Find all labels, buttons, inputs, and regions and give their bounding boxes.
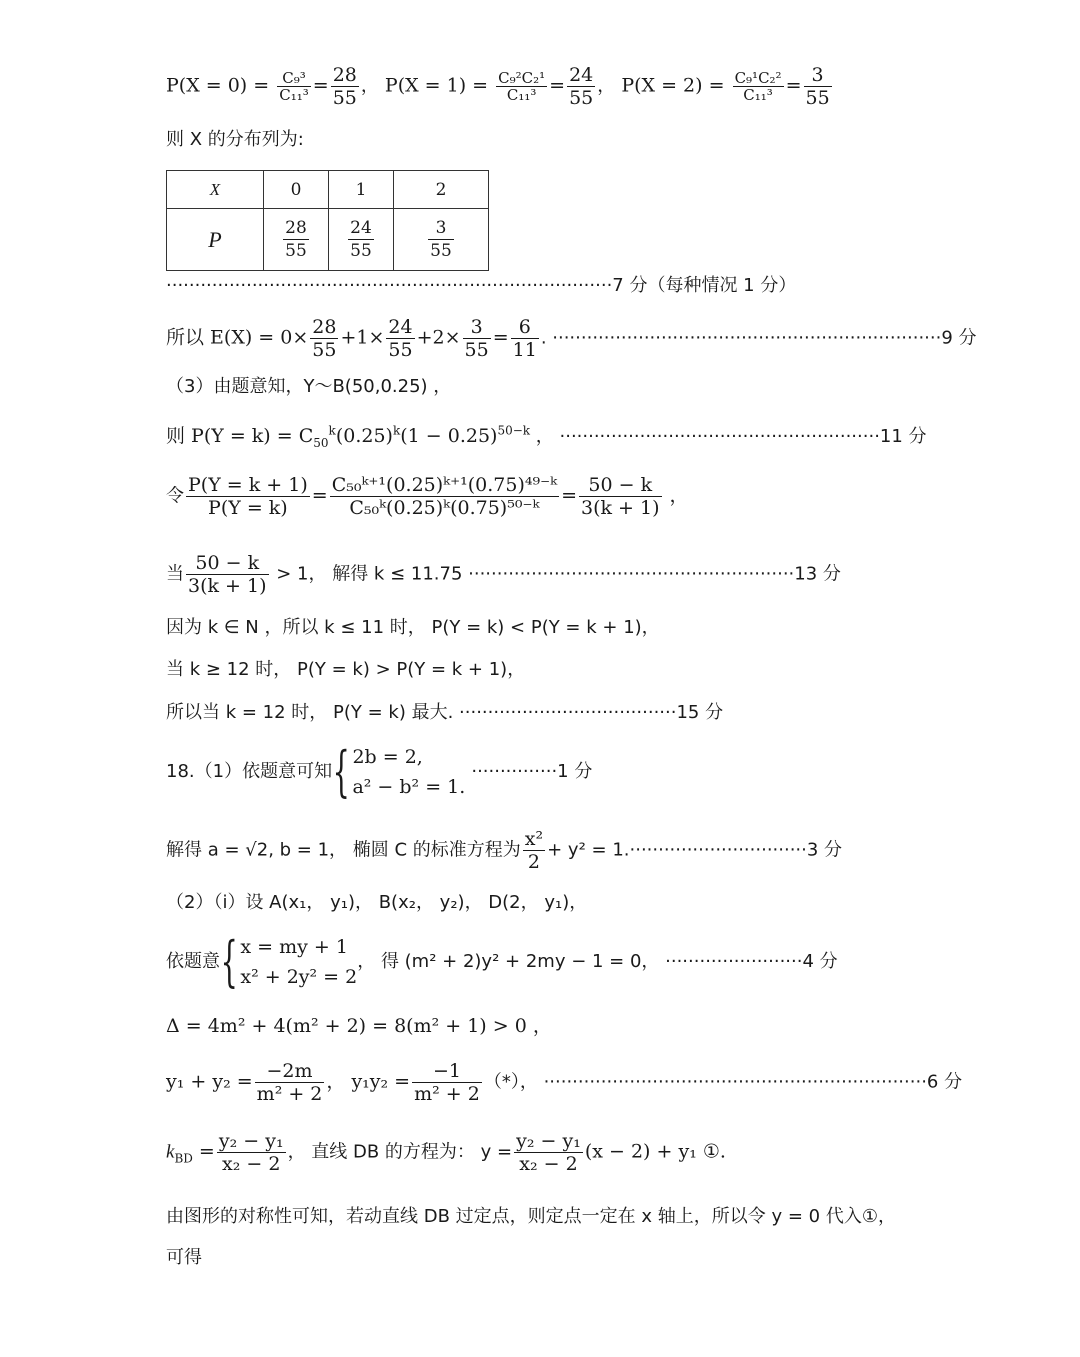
p0-lhs: P(X = 0) = — [166, 74, 270, 97]
ex-frac-3: $\frac{3}{55}$ — [464, 316, 489, 361]
part-2i-line: （2）（ⅰ）设 A(x₁， y₁)， B(x₂， y₂)， D(2， y₁)， — [166, 892, 588, 913]
part-3-intro: （3）由题意知，Y～B(50,0.25) ， — [166, 376, 452, 397]
ratio-line: 令 $\frac{P(Y = k + 1)}{P(Y = k)}$ = $\frac{\text{C₅₀ᵏ⁺¹(0.25)ᵏ⁺¹(0.75)⁴⁹⁻ᵏ}}{\text{C₅₀ᵏ(0.25)ᵏ(0.75)⁵⁰⁻ᵏ}}$ = $\frac{50 - k}{3(k + 1)}$ ， — [166, 474, 689, 519]
expectation-line: 所以 E(X) = 0× $\frac{28}{55}$ +1× $\frac{24}{55}$ +2× $\frac{3}{55}$ = $\frac{6}{11}$ . ····································································9 分 — [166, 316, 977, 361]
p2-value: $\frac{3}{55}$ — [805, 64, 830, 109]
p1-value: $\frac{24}{55}$ — [569, 64, 594, 109]
table-cell: 1 — [329, 171, 394, 209]
line-frac: $\frac{\text{y₂ − y₁}}{\text{x₂ − 2}}$ — [516, 1130, 581, 1175]
ratio-rhs: $\frac{50 - k}{3(k + 1)}$ — [580, 474, 660, 519]
p1-lhs: P(X = 1) = — [384, 74, 489, 97]
slope-frac: $\frac{\text{y₂ − y₁}}{\text{x₂ − 2}}$ — [218, 1130, 284, 1175]
table-cell: $\frac{24}{55}$ — [329, 209, 394, 271]
table-row — [167, 209, 489, 271]
conclusion-line: 所以当 k = 12 时， P(Y = k) 最大. ······································15 分 — [166, 702, 724, 723]
p1-comb-fraction: $\frac{\text{C₉²C₂¹}}{\text{C₁₁³}}$ — [498, 69, 546, 104]
discriminant-line: Δ = 4m² + 4(m² + 2) = 8(m² + 1) > 0 ， — [166, 1015, 552, 1037]
table-header-row — [167, 171, 489, 209]
p0-value: $\frac{28}{55}$ — [332, 64, 357, 109]
ex-result: $\frac{6}{11}$ — [512, 316, 537, 361]
distribution-intro: 则 X 的分布列为: — [166, 129, 304, 150]
p2-lhs: P(X = 2) = — [621, 74, 725, 97]
sum-frac: $\frac{-2m}{\text{m² + 2}}$ — [256, 1060, 323, 1105]
table-cell: $\frac{3}{55}$ — [394, 209, 489, 271]
inequality-frac: $\frac{50 - k}{3(k + 1)}$ — [188, 552, 267, 597]
inequality-line: 当 $\frac{50 - k}{3(k + 1)}$ > 1， 解得 k ≤ 11.75 ·························································13 分 — [166, 552, 841, 597]
symmetry-line: 由图形的对称性可知，若动直线 DB 过定点，则定点一定在 x 轴上，所以令 y = 0 代入①， — [166, 1206, 896, 1227]
system-line: 依题意{ x = my + 1 x² + 2y² = 2 ， 得 (m² + 2)y² + 2my − 1 = 0， ························4 分 — [166, 930, 838, 993]
x-squared-over-2: $\frac{\text{x²}}{2}$ — [524, 828, 544, 873]
ellipse-equation-line: 解得 a = √2, b = 1， 椭圆 C 的标准方程为 $\frac{\text{x²}}{2}$ + y² = 1.·······························3 分 — [166, 828, 843, 873]
q18-part1: 18.（1）依题意可知{ 2b = 2, a² − b² = 1. ···············1 分 — [166, 740, 593, 803]
table-cell: 0 — [264, 171, 329, 209]
ratio-mid: $\frac{\text{C₅₀ᵏ⁺¹(0.25)ᵏ⁺¹(0.75)⁴⁹⁻ᵏ}}{\text{C₅₀ᵏ(0.25)ᵏ(0.75)⁵⁰⁻ᵏ}}$ — [331, 474, 558, 519]
kede-line: 可得 — [166, 1247, 202, 1268]
probability-line: P(X = 0) = $\frac{\text{C₉³}}{\text{C₁₁³}}$ = $\frac{28}{55}$ ， P(X = 1) = $\frac{\text{C₉²C₂¹}}{\text{C₁₁³}}$ = $\frac{24}{55}$ ， P(X = 2) = $\frac{\text{C₉¹C₂²}}{\text{C₁₁³}}$ = $\frac{3}{55}$ — [166, 64, 830, 109]
product-frac: $\frac{-1}{\text{m² + 2}}$ — [414, 1060, 480, 1105]
slope-line: $k_{BD}$ = $\frac{\text{y₂ − y₁}}{\text{x₂ − 2}}$ ， 直线 DB 的方程为： y = $\frac{\text{y₂ − y₁}}{\text{x₂ − 2}}$ (x − 2) + y₁ ①. — [166, 1130, 726, 1175]
p2-comb-fraction: $\frac{\text{C₉¹C₂²}}{\text{C₁₁³}}$ — [734, 69, 782, 104]
ex-frac-1: $\frac{28}{55}$ — [312, 316, 337, 361]
table-cell: P — [167, 209, 264, 271]
table-cell: $\frac{28}{55}$ — [264, 209, 329, 271]
vieta-line: y₁ + y₂ = $\frac{-2m}{\text{m² + 2}}$ ， y₁y₂ = $\frac{-1}{\text{m² + 2}}$ （*）， ···································································6 分 — [166, 1060, 963, 1105]
p0-comb-fraction: $\frac{\text{C₉³}}{\text{C₁₁³}}$ — [279, 69, 309, 104]
when-line: 当 k ≥ 12 时， P(Y = k) > P(Y = k + 1)， — [166, 659, 526, 680]
score-7: ··············································································7 分（每种情况 1 分） — [166, 275, 797, 296]
distribution-table — [166, 170, 489, 271]
table-cell: X — [167, 171, 264, 209]
binomial-pmf-line: 则 $P(Y = k) = C_{50}^k(0.25)^k(1 - 0.25)^{50-k}$ ， ························································11 分 — [166, 423, 927, 450]
ex-frac-2: $\frac{24}{55}$ — [388, 316, 413, 361]
since-line: 因为 k ∈ N ，所以 k ≤ 11 时， P(Y = k) < P(Y = k + 1)， — [166, 617, 660, 638]
table-cell: 2 — [394, 171, 489, 209]
ratio-lhs: $\frac{P(Y = k + 1)}{P(Y = k)}$ — [188, 474, 308, 519]
